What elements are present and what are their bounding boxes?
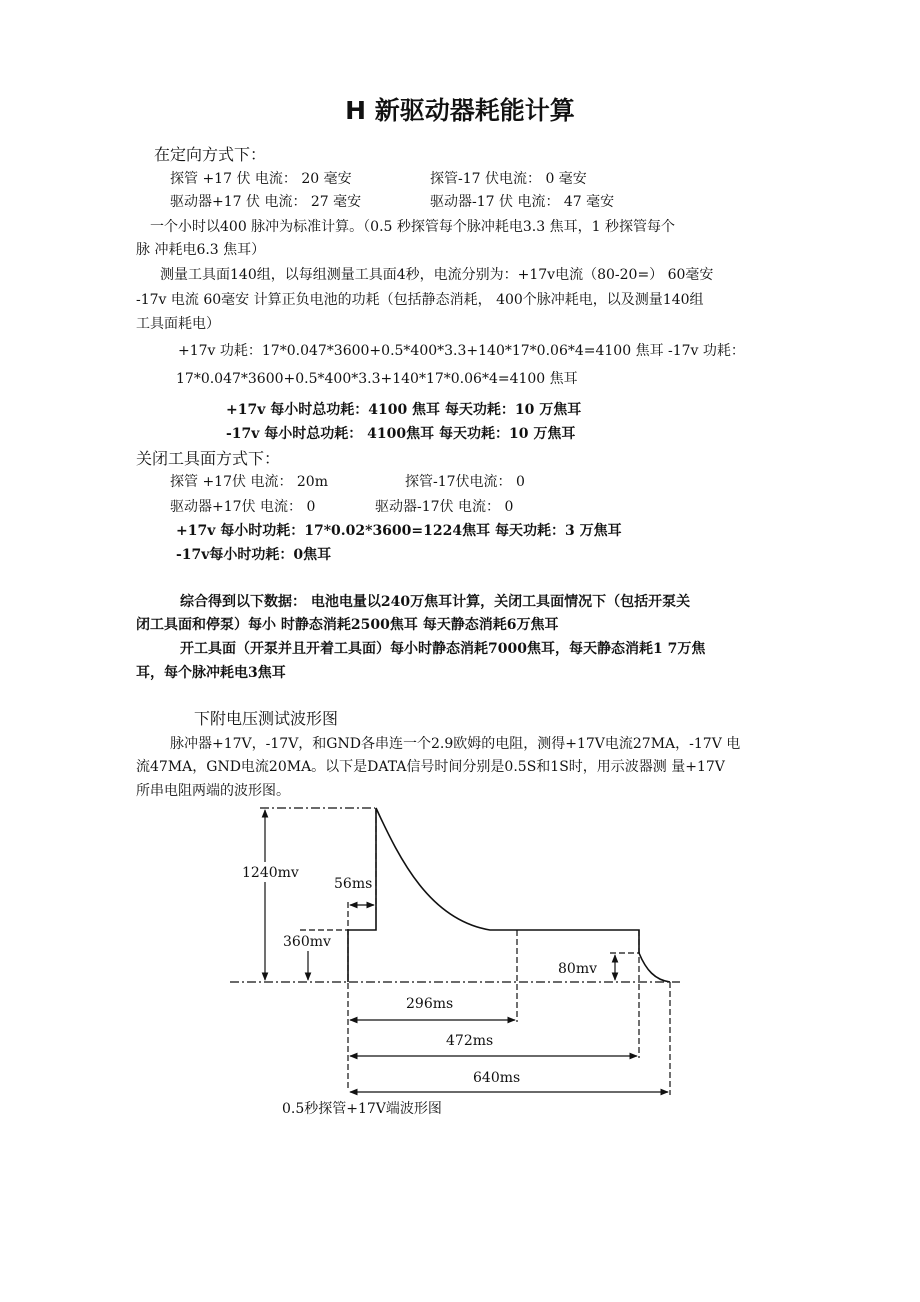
closed-driver-neg: 驱动器-17伏 电流： 0 — [375, 499, 514, 515]
closed-probe-pos: 探管 +17伏 电流： 20m — [170, 474, 328, 490]
label-640ms: 640ms — [473, 1070, 521, 1086]
calc-line2: 17*0.047*3600+0.5*400*3.3+140*17*0.06*4=4100 焦耳 — [176, 371, 578, 387]
total-neg: -17v 每小时总功耗： 4100焦耳 每天功耗：10 万焦耳 — [226, 426, 576, 442]
label-296ms: 296ms — [406, 996, 454, 1012]
measure-text-line3: 工具面耗电） — [136, 316, 220, 332]
closed-driver-pos: 驱动器+17伏 电流： 0 — [170, 499, 316, 515]
measure-text-line1: 测量工具面140组，以每组测量工具面4秒，电流分别为：+17v电流（80-20=） 60毫安 — [160, 267, 714, 283]
waveform-desc-line1: 脉冲器+17V，-17V，和GND各串连一个2.9欧姆的电阻，测得+17V电流27MA，-17V 电 — [170, 736, 741, 752]
section-heading-directional: 在定向方式下： — [154, 145, 267, 164]
label-1240mv: 1240mv — [242, 865, 299, 881]
summary-line2: 闭工具面和停泵）每小 时静态消耗2500焦耳 每天静态消耗6万焦耳 — [136, 617, 559, 633]
closed-hour-pos: +17v 每小时功耗：17*0.02*3600=1224焦耳 每天功耗：3 万焦耳 — [176, 523, 622, 539]
probe-neg-current: 探管-17 伏电流： 0 毫安 — [430, 171, 587, 187]
driver-neg-current: 驱动器-17 伏 电流： 47 毫安 — [430, 194, 615, 210]
waveform-trace — [348, 808, 670, 982]
calc-line1: +17v 功耗：17*0.047*3600+0.5*400*3.3+140*17*0.06*4=4100 焦耳 -17v 功耗： — [178, 343, 745, 359]
label-80mv: 80mv — [558, 961, 597, 977]
pulse-text-line2: 脉 冲耗电6.3 焦耳） — [136, 242, 266, 258]
waveform-heading: 下附电压测试波形图 — [194, 709, 339, 728]
label-360mv: 360mv — [283, 934, 331, 950]
closed-hour-neg: -17v每小时功耗：0焦耳 — [176, 547, 332, 563]
summary-line3: 开工具面（开泵并且开着工具面）每小时静态消耗7000焦耳，每天静态消耗1 7万焦 — [180, 641, 706, 657]
pulse-text-line1: 一个小时以400 脉冲为标准计算。（0.5 秒探管每个脉冲耗电3.3 焦耳，1 秒探管每个 — [150, 219, 675, 235]
probe-pos-current: 探管 +17 伏 电流： 20 毫安 — [170, 171, 352, 187]
section-heading-closed: 关闭工具面方式下： — [136, 449, 281, 468]
waveform-desc-line3: 所串电阻两端的波形图。 — [136, 783, 290, 799]
waveform-desc-line2: 流47MA，GND电流20MA。以下是DATA信号时间分别是0.5S和1S时，用示波器测 量+17V — [136, 759, 725, 775]
waveform-caption: 0.5秒探管+17V端波形图 — [282, 1101, 442, 1117]
label-472ms: 472ms — [446, 1033, 494, 1049]
waveform-diagram — [230, 800, 690, 1100]
summary-line1: 综合得到以下数据： 电池电量以240万焦耳计算，关闭工具面情况下（包括开泵关 — [180, 594, 691, 610]
label-56ms: 56ms — [334, 876, 373, 892]
total-pos: +17v 每小时总功耗：4100 焦耳 每天功耗：10 万焦耳 — [226, 402, 582, 418]
page-title: H 新驱动器耗能计算 — [345, 96, 575, 125]
measure-text-line2: -17v 电流 60毫安 计算正负电池的功耗（包括静态消耗， 400个脉冲耗电，以及测量140组 — [136, 292, 704, 308]
driver-pos-current: 驱动器+17 伏 电流： 27 毫安 — [170, 194, 362, 210]
closed-probe-neg: 探管-17伏电流： 0 — [405, 474, 525, 490]
summary-line4: 耳，每个脉冲耗电3焦耳 — [136, 665, 286, 681]
